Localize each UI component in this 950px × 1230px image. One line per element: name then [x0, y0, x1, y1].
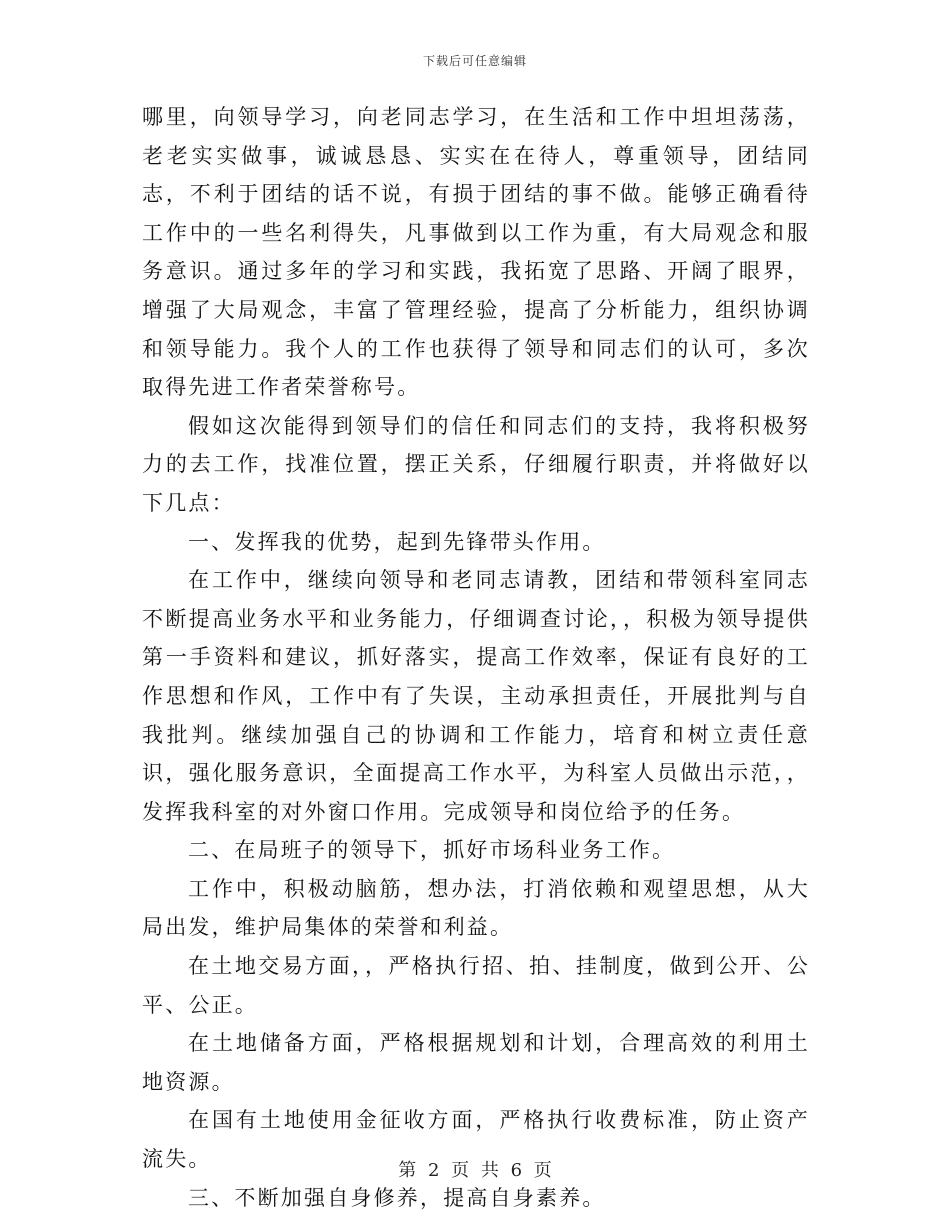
page-number: 第 2 页 共 6 页 [398, 1160, 552, 1181]
document-body [142, 98, 810, 1217]
header-note: 下载后可任意编辑 [422, 54, 527, 68]
paragraph: 工作中，积极动脑筋，想办法，打消依赖和观望思想，从大局出发，维护局集体的荣誉和利益。 [142, 876, 810, 940]
paragraph: 在国有土地使用金征收方面，严格执行收费标准，防止资产流失。 [142, 1108, 810, 1172]
section-heading: 二、在局班子的领导下，抓好市场科业务工作。 [188, 838, 676, 863]
paragraph: 在土地交易方面，，严格执行招、拍、挂制度，做到公开、公平、公正。 [142, 954, 810, 1017]
paragraph: 假如这次能得到领导们的信任和同志们的支持，我将积极努力的去工作，找准位置，摆正关系，仔细履行职责，并将做好以下几点： [142, 413, 810, 515]
paragraph: 在土地储备方面，严格根据规划和计划，合理高效的利用土地资源。 [142, 1031, 810, 1094]
paragraph: 哪里，向领导学习，向老同志学习，在生活和工作中坦坦荡荡，老老实实做事，诚诚恳恳、实实在在待人，尊重领导，团结同志，不利于团结的话不说，有损于团结的事不做。能够正确看待工作中的一些名利得失，凡事做到以工作为重，有大局观念和服务意识。通过多年的学习和实践，我拓宽了思路、开阔了眼界，增强了大局观念，丰富了管理经验，提高了分析能力，组织协调和领导能力。我个人的工作也获得了领导和同志们的认可，多次取得先进工作者荣誉称号。 [142, 105, 810, 400]
paragraph: 在工作中，继续向领导和老同志请教，团结和带领科室同志不断提高业务水平和业务能力，仔细调查讨论，，积极为领导提供第一手资料和建议，抓好落实，提高工作效率，保证有良好的工作思想和作风，工作中有了失误，主动承担责任，开展批判与自我批判。继续加强自己的协调和工作能力，培育和树立责任意识，强化服务意识，全面提高工作水平，为科室人员做出示范，，发挥我科室的对外窗口作用。完成领导和岗位给予的任务。 [142, 568, 810, 824]
section-heading: 一、发挥我的优势，起到先锋带头作用。 [188, 529, 606, 554]
section-heading: 三、不断加强自身修养，提高自身素养。 [188, 1185, 606, 1210]
